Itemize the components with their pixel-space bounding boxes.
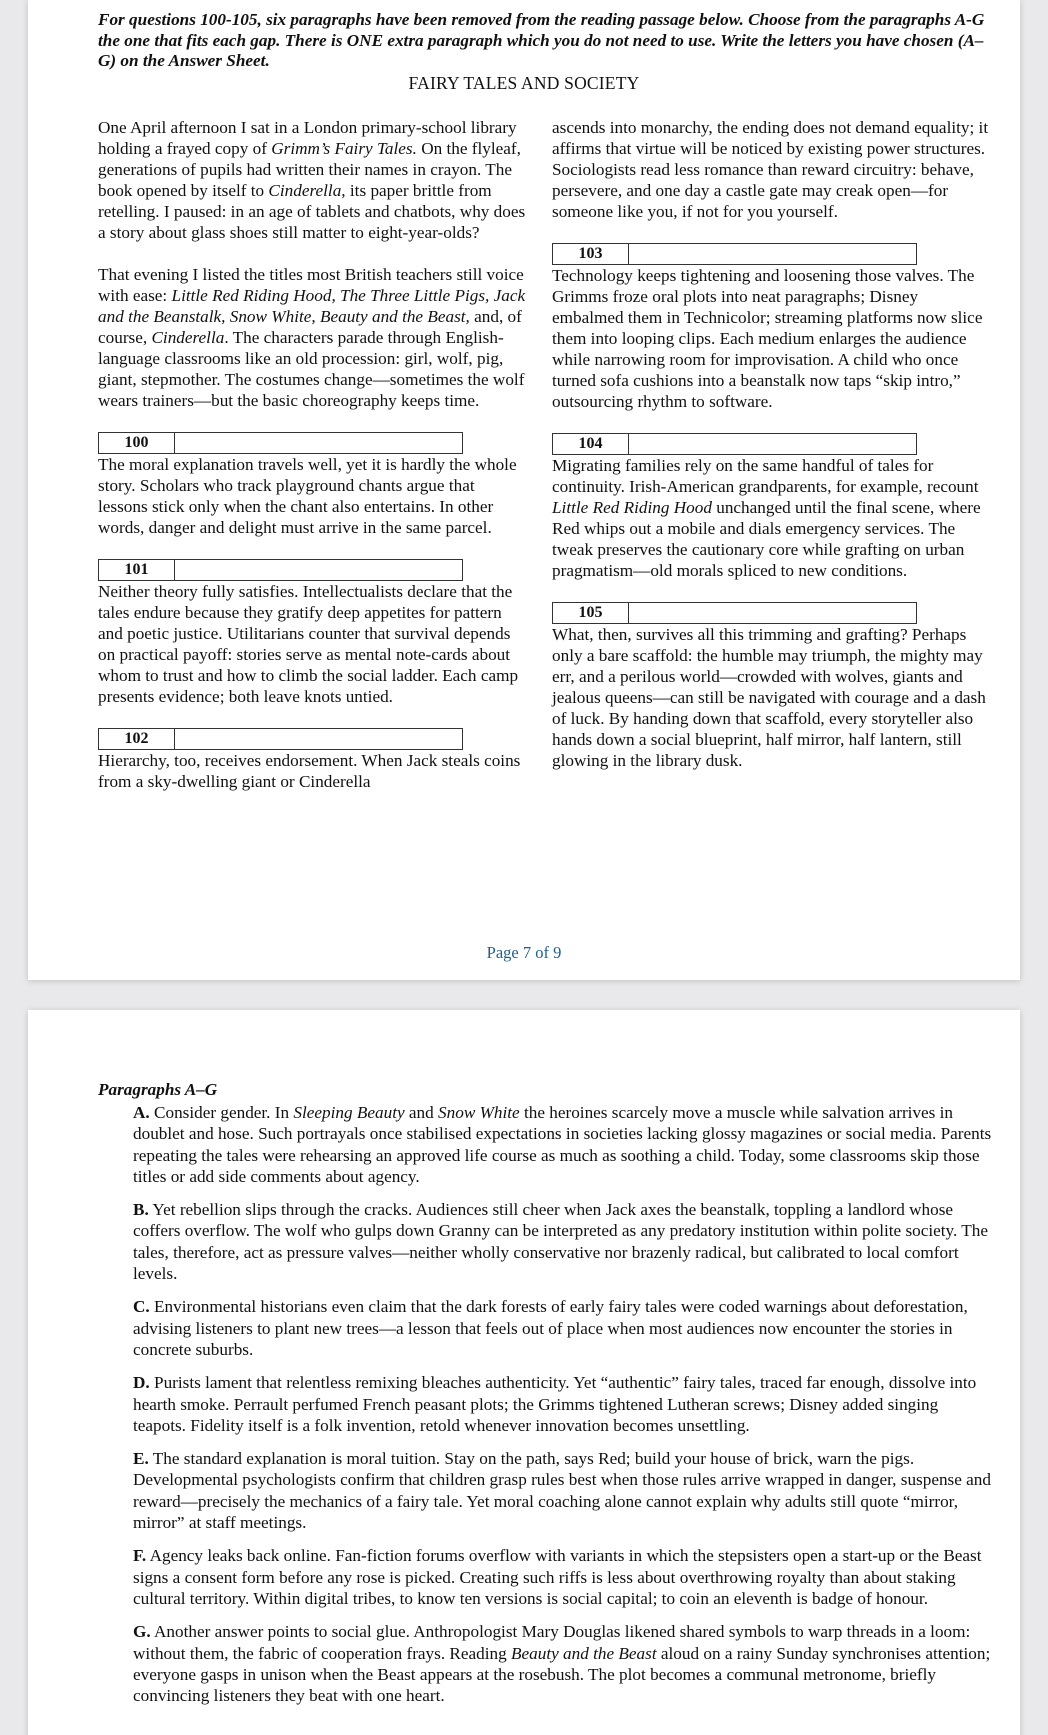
instructions: For questions 100-105, six paragraphs have been removed from the reading passage below. Choose from the paragraphs A-G the one that fits each gap. There is ONE extra paragraph which you do not need to use. Write the letters you have chosen (A–G) on the Answer Sheet. bbox=[98, 10, 985, 70]
gap-number: 100 bbox=[99, 433, 175, 453]
paragraph-after-101: Neither theory fully satisfies. Intellectualists declare that the tales endure because they gratify deep appetites for pattern and poetic justice. Utilitarians counter that survival depends on practical payoff: stories serve as mental note-cards about whom to trust and how to climb the social ladder. Each camp presents evidence; both leave knots untied. bbox=[98, 582, 519, 706]
answer-box-101[interactable] bbox=[98, 559, 463, 581]
right-column bbox=[552, 117, 992, 771]
answer-box-100[interactable] bbox=[98, 432, 463, 454]
option-a: A. Consider gender. In Sleeping Beauty and Snow White the heroines scarcely move a muscle while salvation arrives in doublet and hose. Such portrayals once stabilised expectations in societies lacking glossy magazines or social media. Parents repeating the tales were rehearsing an approved life course as much as soothing a child. Today, some classrooms skip those titles or add side comments about agency. bbox=[133, 1103, 992, 1186]
paragraph-after-100: The moral explanation travels well, yet it is hardly the whole story. Scholars who track playground chants argue that lessons stick only when the chant also entertains. In other words, danger and delight must arrive in the same parcel. bbox=[98, 455, 517, 537]
option-d: D. Purists lament that relentless remixing bleaches authenticity. Yet “authentic” fairy tales, traced far enough, dissolve into hearth smoke. Perrault perfumed French peasant plots; the Grimms tightened Lutheran screws; Disney added singing teapots. Fidelity itself is a folk invention, retold whenever innovation becomes unsettling. bbox=[133, 1373, 977, 1435]
gap-100-block bbox=[98, 432, 528, 538]
option-e: E. The standard explanation is moral tuition. Stay on the path, says Red; build your house of brick, warn the pigs. Developmental psychologists confirm that children grasp rules best when those rules arrive wrapped in danger, suspense and reward—precisely the mechanics of a fairy tale. Yet moral coaching alone cannot explain why adults still quote “mirror, mirror” at staff meetings. bbox=[133, 1449, 991, 1533]
gap-101-block bbox=[98, 559, 528, 707]
option-f: F. Agency leaks back online. Fan-fiction forums overflow with variants in which the stepsisters open a start-up or the Beast signs a consent form before any rose is picked. Creating such riffs is less about overthrowing royalty than about staking cultural territory. Within digital tribes, to know ten versions is social capital; to coin an eleventh is badge of honour. bbox=[133, 1546, 982, 1608]
paragraph-titles: That evening I listed the titles most British teachers still voice with ease: Little Red Riding Hood, The Three Little Pigs, Jack and the Beanstalk, Snow White, Beauty and the Beast, and, of course, Cinderella. The characters parade through English-language classrooms like an old procession: girl, wolf, pig, giant, stepmother. The costumes change—sometimes the wolf wears trainers—but the basic choreography keeps time. bbox=[98, 265, 526, 410]
gap-104-block bbox=[552, 433, 992, 581]
gap-105-block bbox=[552, 602, 992, 771]
options-list bbox=[133, 1102, 993, 1718]
paragraph-intro: One April afternoon I sat in a London primary-school library holding a frayed copy of Grimm’s Fairy Tales. On the flyleaf, generations of pupils had written their names in crayon. The book opened by itself to Cinderella, its paper brittle from retelling. I paused: in an age of tablets and chatbots, why does a story about glass shoes still matter to eight-year-olds? bbox=[98, 118, 526, 242]
option-c: C. Environmental historians even claim that the dark forests of early fairy tales were coded warnings about deforestation, advising listeners to plant new trees—a lesson that feels out of place when most audiences now encounter the stories in concrete suburbs. bbox=[133, 1297, 968, 1359]
paragraph-after-104: Migrating families rely on the same handful of tales for continuity. Irish-American grandparents, for example, recount Little Red Riding Hood unchanged until the final scene, where Red whips out a mobile and dials emergency services. The tweak preserves the cautionary core while grafting on urban pragmatism—old morals spliced to new conditions. bbox=[552, 456, 981, 580]
gap-number: 101 bbox=[99, 560, 175, 580]
exam-page-7 bbox=[28, 0, 1020, 980]
paragraphs-heading: Paragraphs A–G bbox=[98, 1080, 218, 1099]
answer-box-102[interactable] bbox=[98, 728, 463, 750]
answer-field[interactable] bbox=[175, 560, 462, 580]
answer-box-104[interactable] bbox=[552, 433, 917, 455]
gap-number: 104 bbox=[553, 434, 629, 454]
paragraph-after-102: Hierarchy, too, receives endorsement. When Jack steals coins from a sky-dwelling giant or Cinderella bbox=[98, 751, 521, 791]
gap-102-block bbox=[98, 728, 528, 792]
answer-box-105[interactable] bbox=[552, 602, 917, 624]
left-column bbox=[98, 117, 528, 792]
exam-page-8 bbox=[28, 1010, 1020, 1735]
gap-number: 105 bbox=[553, 603, 629, 623]
paragraph-after-103: Technology keeps tightening and loosening those valves. The Grimms froze oral plots into neat paragraphs; Disney embalmed them in Technicolor; streaming platforms now slice them into looping clips. Each medium enlarges the audience while narrowing room for improvisation. A child who once turned sofa cushions into a beanstalk now taps “skip intro,” outsourcing rhythm to software. bbox=[552, 266, 983, 411]
paragraph-after-105: What, then, survives all this trimming and grafting? Perhaps only a bare scaffold: the humble may triumph, the mighty may err, and a perilous world—crowded with wolves, giants and jealous queens—can still be navigated with courage and a dash of luck. By handing down that scaffold, every storyteller also hands down a social blueprint, half mirror, half lantern, still glowing in the library dusk. bbox=[552, 625, 986, 770]
gap-103-block bbox=[552, 243, 992, 412]
answer-field[interactable] bbox=[629, 244, 916, 264]
answer-box-103[interactable] bbox=[552, 243, 917, 265]
option-g: G. Another answer points to social glue. Anthropologist Mary Douglas likened shared symbols to warp threads in a loom: without them, the fabric of cooperation frays. Reading Beauty and the Beast aloud on a rainy Sunday synchronises attention; everyone gasps in unison when the Beast appears at the rosebush. The plot becomes a communal metronome, briefly convincing listeners they beat with one heart. bbox=[133, 1622, 991, 1706]
answer-field[interactable] bbox=[629, 434, 916, 454]
answer-field[interactable] bbox=[629, 603, 916, 623]
gap-number: 103 bbox=[553, 244, 629, 264]
option-b: B. Yet rebellion slips through the cracks. Audiences still cheer when Jack axes the beanstalk, toppling a landlord whose coffers overflow. The wolf who gulps down Granny can be interpreted as any predatory institution within polite society. The tales, therefore, act as pressure valves—neither wholly conservative nor brazenly radical, but calibrated to local comfort levels. bbox=[133, 1200, 989, 1284]
answer-field[interactable] bbox=[175, 433, 462, 453]
paragraph-continued: ascends into monarchy, the ending does not demand equality; it affirms that virtue will be noticed by existing power structures. Sociologists read less romance than reward circuitry: behave, persevere, and one day a castle gate may creak open—for someone like you, if not for you yourself. bbox=[552, 118, 989, 221]
page-number: Page 7 of 9 bbox=[486, 943, 562, 962]
gap-number: 102 bbox=[99, 729, 175, 749]
answer-field[interactable] bbox=[175, 729, 462, 749]
passage-title: FAIRY TALES AND SOCIETY bbox=[408, 73, 640, 93]
